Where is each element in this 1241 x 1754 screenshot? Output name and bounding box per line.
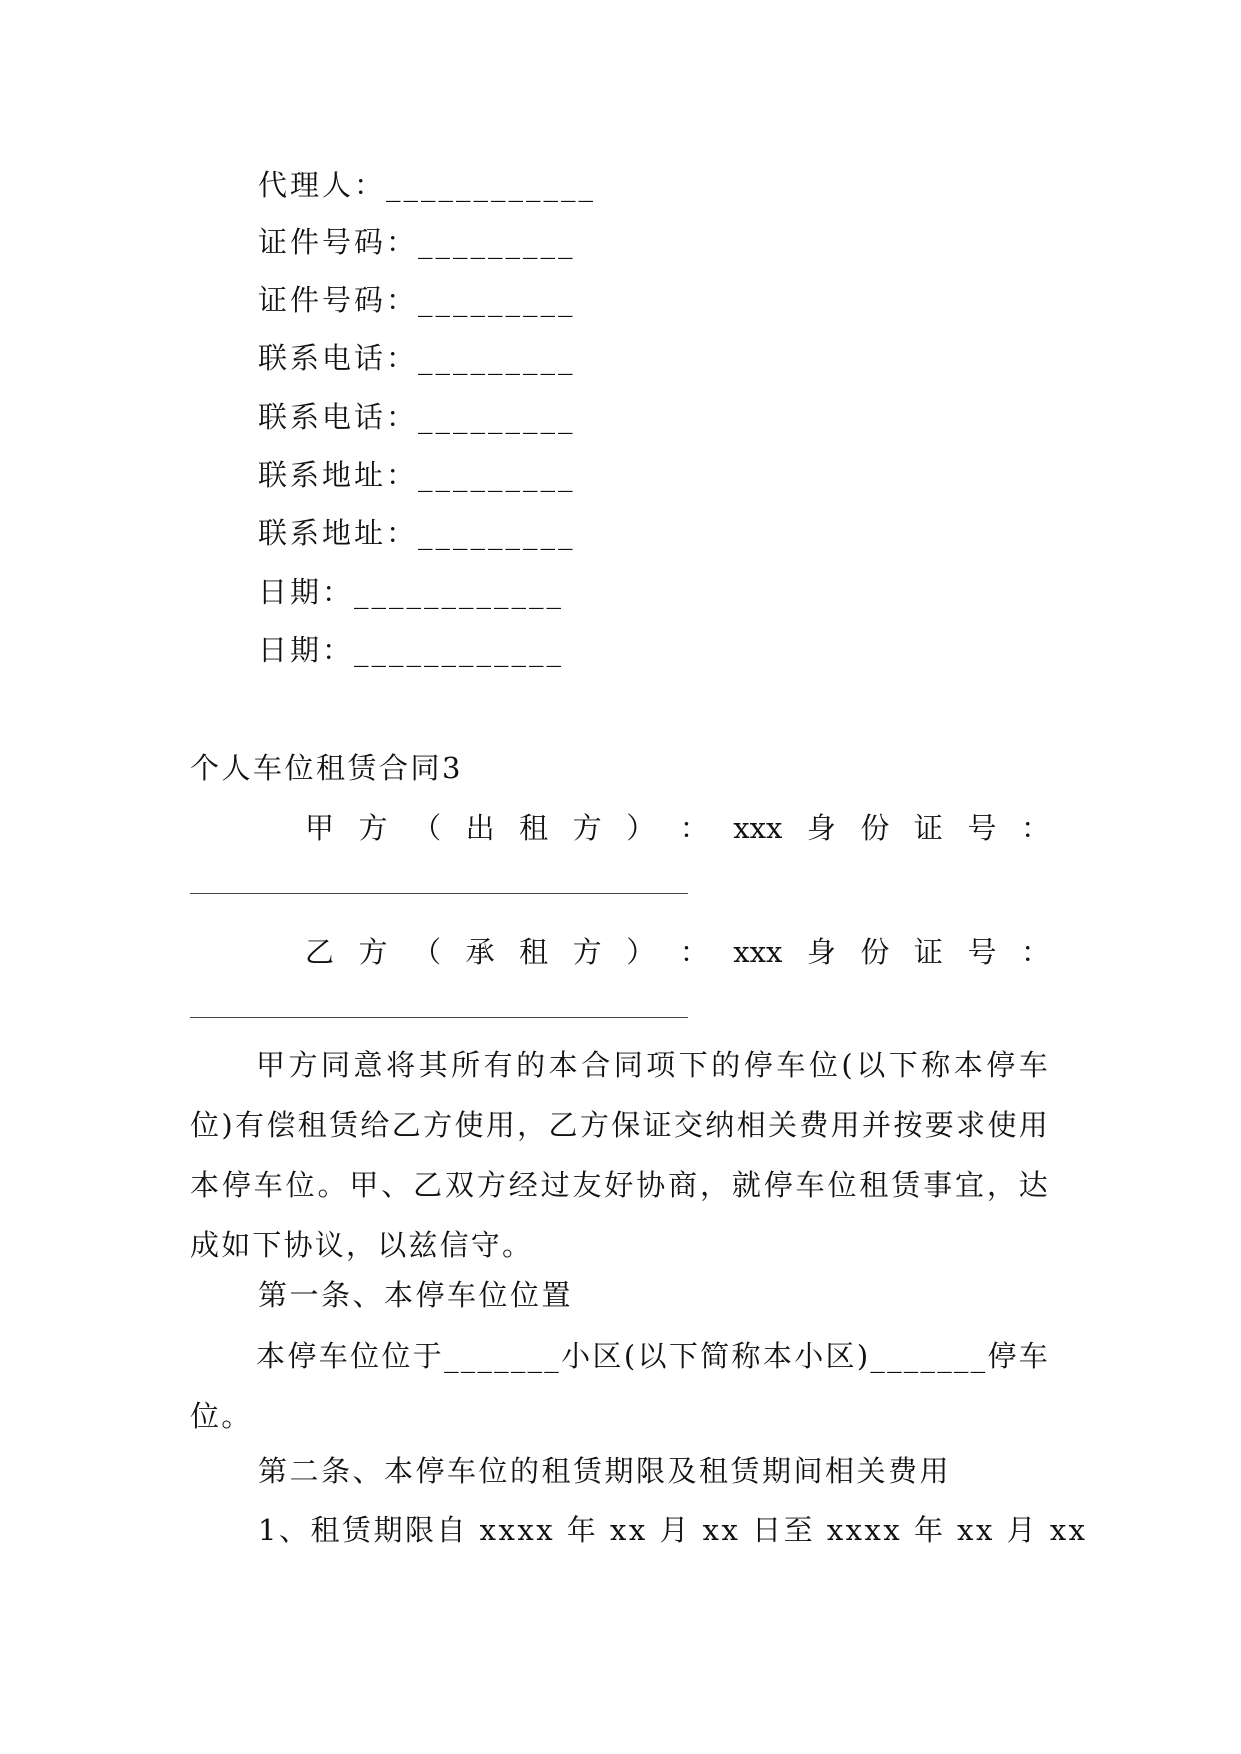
field-label: 证件号码： (258, 283, 419, 317)
party-b-name: xxx (733, 935, 783, 969)
party-b-id-blank (190, 1017, 688, 1018)
party-b-char: 方 (572, 935, 602, 969)
party-a-char: 身 (806, 811, 836, 845)
address-line-2 (258, 513, 576, 553)
field-blank: ____________ (354, 575, 565, 609)
party-b-char: 号 (967, 935, 997, 969)
article-1-text: 本停车位位于 (256, 1339, 445, 1373)
address-line-1 (258, 455, 576, 495)
phone-line-1 (258, 338, 576, 378)
date-line-2 (258, 630, 564, 670)
party-a-name: xxx (733, 811, 783, 845)
article-2-item-1: 1、租赁期限自 xxxx 年 xx 月 xx 日至 xxxx 年 xx 月 xx (258, 1513, 1088, 1547)
field-label: 联系地址： (258, 516, 419, 550)
field-blank: _________ (418, 225, 576, 259)
field-label: 日期： (258, 633, 355, 667)
party-a-line (305, 808, 1050, 848)
intro-paragraph: 甲方同意将其所有的本合同项下的停车位(以下称本停车位)有偿租赁给乙方使用，乙方保证交纳相关费用并按要求使用本停车位。甲、乙双方经过友好协商，就停车位租赁事宜，达成如下协议，以兹信守。 (190, 1048, 1050, 1262)
agent-line (258, 165, 596, 205)
party-a-char: 份 (860, 811, 890, 845)
party-a-char: 方 (358, 811, 388, 845)
party-a-char: 证 (913, 811, 943, 845)
party-b-char: 证 (913, 935, 943, 969)
field-blank: _________ (418, 458, 576, 492)
field-label: 联系电话： (258, 400, 419, 434)
party-a-char: 号 (967, 811, 997, 845)
party-a-char: 甲 (305, 811, 335, 845)
community-blank: _______ (444, 1339, 561, 1373)
party-a-char: 出 (465, 811, 495, 845)
party-a-char: ： (1020, 811, 1050, 845)
party-b-char: 租 (519, 935, 549, 969)
field-label: 联系电话： (258, 341, 419, 375)
article-1-title: 第一条、本停车位位置 (258, 1278, 574, 1312)
party-a-id-blank (190, 893, 688, 894)
party-a-char: 方 (572, 811, 602, 845)
field-blank: _________ (418, 283, 576, 317)
field-blank: _________ (418, 341, 576, 375)
party-a-char: 租 (519, 811, 549, 845)
phone-line-2 (258, 397, 576, 437)
party-b-char: 份 (860, 935, 890, 969)
party-b-char: 乙 (305, 935, 335, 969)
field-blank: _________ (418, 400, 576, 434)
article-1-text: 小区(以下简称本小区) (560, 1339, 871, 1373)
field-label: 证件号码： (258, 225, 419, 259)
party-a-char: ） (626, 811, 656, 845)
party-b-char: （ (412, 935, 442, 969)
party-b-char: 承 (465, 935, 495, 969)
spot-number-blank: _______ (870, 1339, 988, 1373)
party-b-char: 方 (358, 935, 388, 969)
party-b-char: ： (679, 935, 709, 969)
party-b-char: ： (1020, 935, 1050, 969)
field-blank: _________ (418, 516, 576, 550)
party-b-line (305, 932, 1050, 972)
field-blank: ____________ (354, 633, 565, 667)
field-label: 联系地址： (258, 458, 419, 492)
id-number-line-1 (258, 222, 576, 262)
field-blank: ____________ (386, 168, 597, 202)
date-line-1 (258, 572, 564, 612)
article-1-body (190, 1326, 1050, 1446)
party-b-char: 身 (806, 935, 836, 969)
id-number-line-2 (258, 280, 576, 320)
article-2-title: 第二条、本停车位的租赁期限及租赁期间相关费用 (258, 1454, 952, 1488)
article-1-text: 停车位。 (190, 1339, 1051, 1433)
party-a-char: ： (679, 811, 709, 845)
field-label: 代理人： (258, 168, 387, 202)
field-label: 日期： (258, 575, 355, 609)
party-a-char: （ (412, 811, 442, 845)
party-b-char: ） (626, 935, 656, 969)
contract-title: 个人车位租赁合同3 (190, 751, 463, 785)
